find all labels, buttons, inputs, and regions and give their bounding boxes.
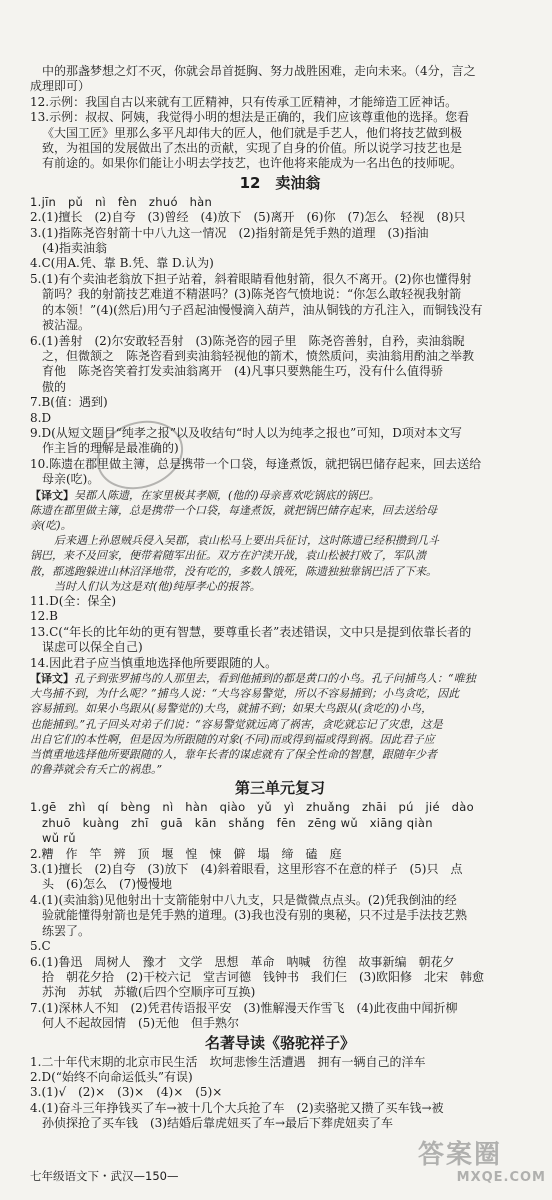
text-line-content: 之，但微颔之 陈尧咨看到卖油翁轻视他的箭术，愤然质问，卖油翁用酌油之举教 xyxy=(42,348,475,363)
text-line-content: 容易捕到。如果小鸟跟从(易警觉的)大鸟，就捕不到；如果大鸟跟从(贪吃的)小鸟， xyxy=(30,702,433,716)
text-line xyxy=(30,195,530,210)
text-line-content: 5.(1)有个卖油老翁放下担子站着，斜着眼睛看他射箭，很久不离开。(2)你也懂得射 xyxy=(30,271,472,286)
text-line-content: 谋虑可以保全自己) xyxy=(42,640,143,655)
text-line xyxy=(30,609,530,624)
text-line xyxy=(30,862,530,877)
section-lesson-12-more xyxy=(30,594,530,671)
text-line-content: 的鲁莽就会有夭亡的祸患。” xyxy=(30,763,163,777)
text-line xyxy=(30,272,530,287)
text-line xyxy=(30,747,530,762)
text-line-content: 育他 陈尧咨笑着打发卖油翁离开 (4)凡事只要熟能生巧，没有什么值得骄 xyxy=(42,364,444,379)
text-line-content: 母亲(吃)。 xyxy=(42,472,100,487)
text-line xyxy=(30,939,530,954)
text-line-content: 3.(1)指陈尧咨射箭十中八九这一情况 (2)指射箭是凭手熟的道理 (3)指油 xyxy=(30,225,429,240)
section-classic-reading xyxy=(30,1055,530,1132)
text-line xyxy=(30,1101,530,1116)
text-line-content: 箭吗？我的射箭技艺难道不精湛吗？(3)陈尧咨气愤地说：“你怎么敢轻视我射箭 xyxy=(42,287,462,302)
text-line xyxy=(30,924,530,939)
text-line-content: 作主旨的理解是最准确的) xyxy=(42,441,179,456)
text-line-content: 也能捕到。”孔子回头对弟子们说：“容易警觉就远离了祸害，贪吃就忘记了灾患，这是 xyxy=(30,717,443,731)
text-line xyxy=(30,955,530,970)
text-line-content: 14.因此君子应当慎重地选择他所要跟随的人。 xyxy=(30,655,278,670)
text-line xyxy=(30,985,530,1000)
text-line-content: 2.D(“始终不向命运低头”有误) xyxy=(30,1069,193,1084)
text-line-content: 2.糟 作 竿 辨 顶 堰 惶 悚 僻 塌 缔 磕 庭 xyxy=(30,846,342,861)
text-line xyxy=(30,503,530,518)
text-line-content: (4)指卖油翁 xyxy=(42,241,107,256)
text-line xyxy=(30,156,530,171)
text-line-content: 出自它们的本性啊，但是因为所跟随的对象(不同)而或得到福或得到祸。因此君子应 xyxy=(30,732,435,746)
text-line xyxy=(30,816,530,831)
text-line xyxy=(30,380,530,395)
text-line-content: 的本领！”(4)(然后)用勺子舀起油慢慢滴入葫芦，油从铜钱的方孔注入，而铜钱没有 xyxy=(42,302,483,317)
section-unit-review xyxy=(30,800,530,1031)
text-line xyxy=(30,564,530,579)
text-line-content: 3.(1)√ (2)× (3)× (4)× (5)× xyxy=(30,1085,223,1100)
text-line-content: 后来遇上孙恩贼兵侵入吴郡，袁山松马上要出兵征讨，这时陈遗已经积攒到几斗 xyxy=(54,534,439,548)
text-line xyxy=(30,287,530,302)
text-line-content: 5.C xyxy=(30,939,51,954)
text-line xyxy=(30,126,530,141)
text-line xyxy=(30,831,530,846)
text-line xyxy=(30,349,530,364)
text-line-content: 12.示例：我国自古以来就有工匠精神，只有传承工匠精神，才能缔造工匠神话。 xyxy=(30,94,458,109)
text-line-content: 大鸟捕不到，为什么呢？”捕鸟人说：“大鸟容易警觉，所以不容易捕到；小鸟贪吃，因此 xyxy=(30,687,460,701)
text-line xyxy=(30,364,530,379)
text-line-content: 孔子到张罗捕鸟的人那里去，看到他捕到的都是黄口的小鸟。孔子问捕鸟人：“唯独 xyxy=(74,672,476,686)
text-line xyxy=(30,686,530,701)
text-line-content: 成理即可） xyxy=(30,79,91,94)
translation-label: 【译文】 xyxy=(30,672,74,686)
text-line-content: 9.D(从短文题目“纯孝之报”以及收结句“时人以为纯孝之报也”可知，D项对本文写 xyxy=(30,425,462,440)
text-line-content: 13.示例：叔叔、阿姨，我觉得小明的想法是正确的，我们应该尊重他的选择。您看 xyxy=(30,110,470,125)
text-line xyxy=(30,303,530,318)
classic-reading-title: 名著导读《骆驼祥子》 xyxy=(204,1033,355,1052)
text-line xyxy=(30,518,530,533)
text-line xyxy=(30,1016,530,1031)
text-line-content: wǔ rǔ xyxy=(42,831,76,846)
text-line xyxy=(30,847,530,862)
watermark-domain: MXQE.COM xyxy=(456,1170,546,1185)
text-line xyxy=(30,671,530,686)
text-line-content: 3.(1)擅长 (2)自夸 (3)放下 (4)斜着眼看，这里形容不在意的样子 (5)只 点 xyxy=(30,862,463,877)
text-line xyxy=(30,334,530,349)
text-line xyxy=(30,1116,530,1131)
text-line xyxy=(30,79,530,94)
text-line-content: 头 (6)怎么 (7)慢慢地 xyxy=(42,877,172,892)
text-line xyxy=(30,625,530,640)
text-line xyxy=(30,1070,530,1085)
text-line xyxy=(30,717,530,732)
text-line xyxy=(30,226,530,241)
text-line xyxy=(30,141,530,156)
translation-label: 【译文】 xyxy=(30,488,74,502)
text-line-content: 陈遗在郡里做主簿，总是携带一个口袋，每逢煮饭，就把锅巴储存起来，回去送给母 xyxy=(30,503,437,517)
text-line-content: 散，都逃跑躲进山林沼泽地带，没有吃的，多数人饿死，陈遗独独靠锅巴活了下来。 xyxy=(30,564,437,578)
translation-confucius xyxy=(30,671,530,777)
text-line xyxy=(30,970,530,985)
unit-3-review-title: 第三单元复习 xyxy=(234,779,325,798)
text-line xyxy=(30,411,530,426)
text-line xyxy=(30,210,530,225)
text-line-content: 吴郡人陈遗，在家里极其孝顺，(他的)母亲喜欢吃锅底的锅巴。 xyxy=(74,488,380,502)
section-prev-answers xyxy=(30,64,530,172)
text-line xyxy=(30,1055,530,1070)
text-line xyxy=(30,1085,530,1100)
text-line xyxy=(30,877,530,892)
text-line-content: 当慎重地选择他所要跟随的人，靠年长者的谋虑就有了保全性命的智慧，跟随年少者 xyxy=(30,748,437,762)
text-line-content: 致，为祖国的发展做出了杰出的贡献，实现了自身的价值。所以说学习技艺也是 xyxy=(42,141,463,156)
text-line-content: 验就能懂得射箭也是凭手熟的道理。(3)我也没有别的奥秘，只不过是手法技艺熟 xyxy=(42,908,468,923)
text-line xyxy=(30,656,530,671)
text-line-content: 4.C(用A.凭、靠 B.凭、靠 D.认为) xyxy=(30,256,214,271)
text-line-content: 锅巴，来不及回家，便带着随军出征。双方在沪渎开战，袁山松被打败了，军队溃 xyxy=(30,549,426,563)
text-line-content: 10.陈遗在郡里做主簿，总是携带一个口袋，每逢煮饭，就把锅巴储存起来，回去送给 xyxy=(30,456,482,471)
text-line xyxy=(30,579,530,594)
text-line-content: 中的那盏梦想之灯不灭，你就会昂首挺胸、努力战胜困难，走向未来。（4分，言之 xyxy=(42,64,476,78)
text-line xyxy=(30,732,530,747)
text-line-content: 当时人们认为这是对(他)纯厚孝心的报答。 xyxy=(54,579,261,593)
text-line-content: 6.(1)鲁迅 周树人 豫才 文学 思想 革命 呐喊 彷徨 故事新编 朝花夕 xyxy=(30,954,455,969)
text-line-content: 孙侦探抢了买车钱 (3)结婚后靠虎妞买了车→最后下葬虎妞卖了车 xyxy=(42,1116,394,1131)
text-line-content: 7.(1)深林人不知 (2)凭君传语报平安 (3)惟解漫天作雪飞 (4)此夜曲中闻折柳 xyxy=(30,1000,458,1015)
text-line-content: 1.gē zhì qí bèng nì hàn qiào yǔ yì zhuǎng zhāi pú jié dào xyxy=(30,800,474,815)
text-line xyxy=(30,488,530,503)
text-line xyxy=(30,548,530,563)
text-line-content: 苏洵 苏轼 苏辙(后四个空顺序可互换) xyxy=(42,985,256,1000)
text-line-content: 1.jīn pǔ nì fèn zhuó hàn xyxy=(30,194,213,209)
text-line xyxy=(30,640,530,655)
text-line-content: 4.(1)(卖油翁)见他射出十支箭能射中八九支，只是微微点点头。(2)凭我倒油的经 xyxy=(30,892,457,907)
text-line-content: 12.B xyxy=(30,609,58,624)
text-line xyxy=(30,800,530,815)
page-footer: 七年级语文下・武汉—150— xyxy=(30,1169,179,1183)
text-line xyxy=(30,701,530,716)
text-line xyxy=(30,64,530,79)
text-line xyxy=(30,256,530,271)
lesson-12-title: 12 卖油翁 xyxy=(239,173,321,192)
text-line xyxy=(30,908,530,923)
text-line-content: 8.D xyxy=(30,410,52,425)
text-line xyxy=(30,594,530,609)
text-line-content: 被沾湿。 xyxy=(42,318,91,333)
watermark-logo xyxy=(418,1140,546,1194)
text-line xyxy=(30,241,530,256)
translation-chen-yi xyxy=(30,488,530,594)
text-line-content: 11.D(全：保全) xyxy=(30,593,117,608)
text-line-content: 何人不起故园情 (5)无他 但手熟尔 xyxy=(42,1016,239,1031)
text-line-content: 2.(1)擅长 (2)自夸 (3)曾经 (4)放下 (5)离开 (6)你 (7)怎么 轻视 (8)只 xyxy=(30,210,466,225)
text-line-content: 4.(1)奋斗三年挣钱买了车→被十几个大兵抢了车 (2)卖骆驼又攒了买车钱→被 xyxy=(30,1100,444,1115)
text-line xyxy=(30,395,530,410)
text-line-content: 拾 朝花夕拾 (2)干校六记 堂吉诃德 钱钟书 我们仨 (3)欧阳修 北宋 韩愈 xyxy=(42,969,484,984)
text-line-content: 亲(吃)。 xyxy=(30,518,72,532)
text-line-content: 《大国工匠》里那么多平凡却伟大的匠人，他们就是手艺人，他们将技艺做到极 xyxy=(42,125,463,140)
text-line-content: 13.C(“年长的比年幼的更有智慧，要尊重长者”表述错误，文中只是提到依靠长者的 xyxy=(30,624,472,639)
text-line-content: zhuō kuàng zhī guā kān shǎng fēn zēng wǔ xiāng qiàn xyxy=(42,815,433,830)
text-line xyxy=(30,318,530,333)
watermark-text: 答案圈 xyxy=(418,1140,503,1170)
text-line xyxy=(30,1001,530,1016)
text-line xyxy=(30,893,530,908)
text-line-content: 练罢了。 xyxy=(42,923,91,938)
text-line-content: 傲的 xyxy=(42,379,67,394)
text-line-content: 1.二十年代末期的北京市民生活 坎坷悲惨生活遭遇 拥有一辆自己的洋车 xyxy=(30,1054,426,1069)
text-line xyxy=(30,533,530,548)
text-line-content: 7.B(值：遇到) xyxy=(30,395,108,410)
text-line-content: 有前途的。如果你们能让小明去学技艺，也许他将来能成为一名出色的技师呢。 xyxy=(42,156,463,171)
text-line xyxy=(30,110,530,125)
text-line xyxy=(30,762,530,777)
text-line-content: 6.(1)善射 (2)尔安敢轻吾射 (3)陈尧咨的园子里 陈尧咨善射，自矜，卖油翁睨 xyxy=(30,333,465,348)
text-line xyxy=(30,95,530,110)
